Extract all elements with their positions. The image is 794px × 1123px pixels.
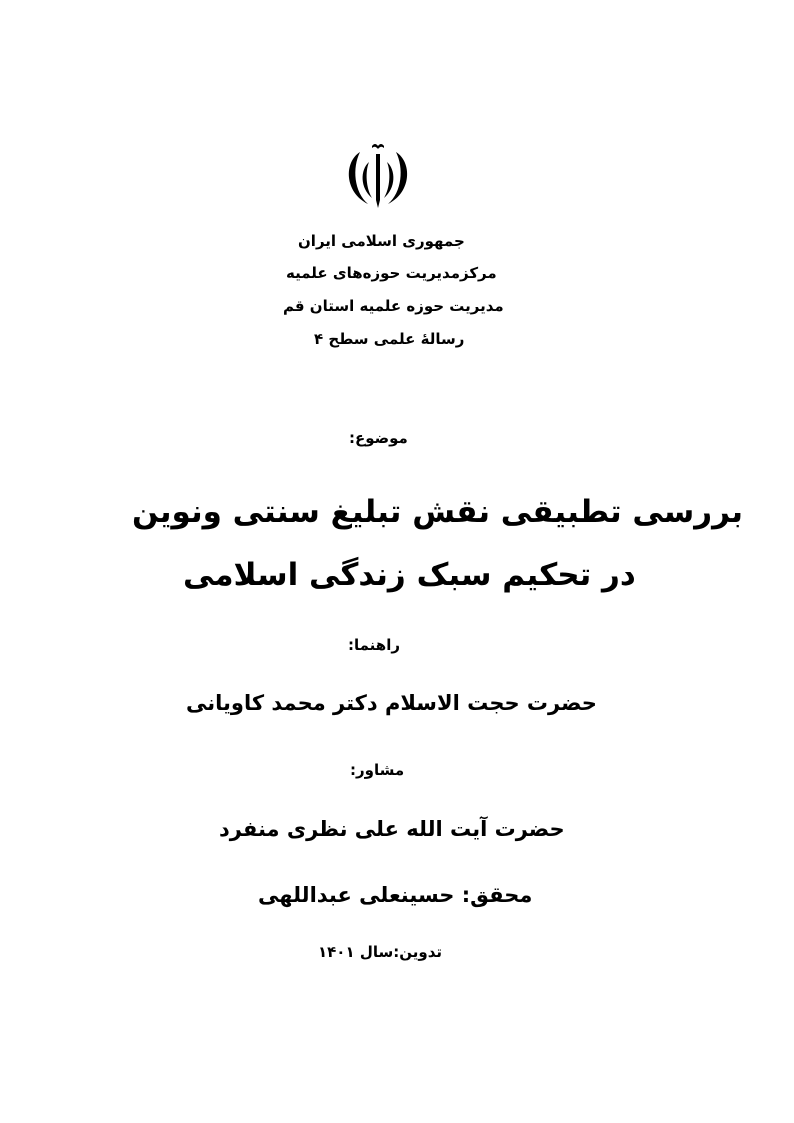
supervisor-name: حضرت حجت الاسلام دکتر محمد کاویانی bbox=[186, 691, 597, 715]
researcher-line: محقق: حسینعلی عبداللهی bbox=[258, 883, 533, 907]
subject-label: موضوع: bbox=[349, 429, 408, 447]
header-line-country: جمهوری اسلامی ایران bbox=[298, 232, 465, 250]
supervisor-label: راهنما: bbox=[348, 636, 400, 654]
compilation-date: تدوین:سال ۱۴۰۱ bbox=[318, 943, 442, 961]
header-line-center: مرکزمدیریت حوزه‌های علمیه bbox=[286, 264, 497, 282]
advisor-label: مشاور: bbox=[350, 761, 405, 779]
iran-emblem-icon bbox=[338, 140, 418, 212]
advisor-name: حضرت آیت الله علی نظری منفرد bbox=[219, 817, 565, 841]
header-line-management: مدیریت حوزه علمیه استان قم bbox=[283, 297, 504, 315]
thesis-title-line-2: در تحکیم سبک زندگی اسلامی bbox=[183, 557, 636, 593]
thesis-title-line-1: بررسی تطبیقی نقش تبلیغ سنتی ونوین bbox=[132, 494, 743, 530]
header-line-thesis-level: رسالۀ علمی سطح ۴ bbox=[314, 330, 465, 348]
